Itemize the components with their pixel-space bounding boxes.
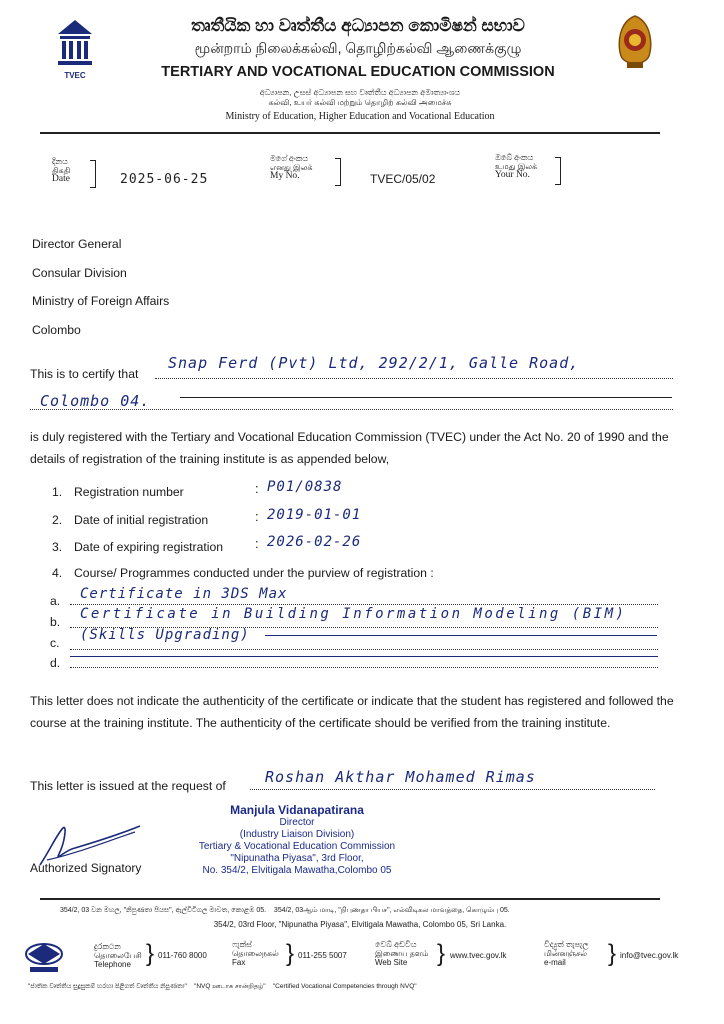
header-divider — [40, 132, 660, 134]
ministry-english: Ministry of Education, Higher Education and Vocational Education — [225, 111, 495, 122]
course-letter: a. — [50, 594, 61, 608]
logo-label: TVEC — [64, 71, 86, 80]
item-label: Course/ Programmes conducted under the purview of registration : — [74, 566, 434, 580]
course-c: (Skills Upgrading) — [80, 627, 250, 643]
date-bracket — [90, 160, 96, 188]
course-b: Certificate in Building Information Modeling (BIM) — [80, 606, 627, 622]
item-label: Registration number — [74, 485, 184, 499]
telephone-value: 011-760 8000 — [158, 951, 207, 960]
course-letter: c. — [50, 636, 60, 650]
disclaimer: This letter does not indicate the authenticity of the certificate or indicate that the student has registered and followed the course at the training institute. The authenticity of the certificate should be verified from the training institute. — [30, 694, 674, 730]
date-value: 2025-06-25 — [120, 172, 209, 187]
course-letter: b. — [50, 615, 61, 629]
website-link[interactable]: www.tvec.gov.lk — [450, 951, 507, 960]
email-link[interactable]: info@tvec.gov.lk — [620, 951, 679, 960]
institute-name-line2: Colombo 04. — [40, 392, 151, 410]
building-icon — [55, 18, 95, 66]
footer-email: විද්‍යුත් තැපැල மின்னஞ்சல் e-mail — [544, 940, 589, 967]
authorized-signatory: Authorized Signatory — [30, 861, 142, 875]
item-number: 2. — [52, 513, 63, 527]
course-a: Certificate in 3DS Max — [80, 586, 288, 602]
your-number-bracket — [555, 157, 561, 185]
institute-name-line1: Snap Ferd (Pvt) Ltd, 292/2/1, Galle Road, — [168, 354, 580, 372]
footer-address-local: 354/2, 03 වන මහල, "නිපුණතා පියස", ඇල්විටිගල මාවත, කොළඹ 05. 354/2, 03ஆம் மாடி, "நிபுணதா பியச", எல்விடிகல மாவத்தை, கொழும்பு 05. — [60, 907, 510, 914]
your-number-label: ඔබේ අංකය உமது இலக் Your No. — [495, 153, 538, 180]
expiring-registration-date: 2026-02-26 — [267, 534, 362, 550]
registration-statement: is duly registered with the Tertiary and Vocational Education Commission (TVEC) under the Act No. 20 of 1990 and the details of registration of the training institute is as appended below, — [30, 430, 669, 466]
my-number-bracket — [335, 158, 341, 186]
recipient-line: Consular Division — [32, 265, 127, 280]
footer-telephone: දුරකථන தொலைபேசி Telephone — [94, 942, 142, 969]
recipient-line: Colombo — [32, 322, 81, 337]
my-number-label: මගේ අංකය எனது இலக் My No. — [270, 154, 313, 181]
item-label: Date of initial registration — [74, 513, 209, 527]
footer-website: වෙබ් අඩවිය இணைய தளம் Web Site — [375, 940, 429, 967]
nvq-logo-icon — [24, 940, 64, 974]
nvq-logo — [24, 940, 64, 979]
my-number-value: TVEC/05/02 — [370, 172, 436, 186]
footer-divider — [40, 898, 660, 900]
ministry-sinhala: අධ්‍යාපන, උසස් අධ්‍යාපන සහ වෘත්තීය අධ්‍යාපන අමාත්‍යාංශය — [259, 88, 461, 97]
requester-name: Roshan Akthar Mohamed Rimas — [265, 768, 536, 786]
title-english: TERTIARY AND VOCATIONAL EDUCATION COMMISSION — [161, 64, 555, 80]
footer-fax: ෆැක්ස් தொலைநகல் Fax — [232, 940, 279, 967]
date-label: දිනය திகதி Date — [52, 157, 71, 184]
national-emblem — [613, 14, 657, 77]
item-number: 4. — [52, 566, 63, 580]
item-number: 3. — [52, 540, 63, 554]
item-number: 1. — [52, 485, 63, 499]
tvec-logo — [55, 18, 95, 78]
course-letter: d. — [50, 656, 61, 670]
ministry-tamil: கல்வி, உயர் கல்வி மற்றும் தொழிற் கல்வி அமைச்சு — [268, 98, 452, 107]
initial-registration-date: 2019-01-01 — [267, 507, 362, 523]
stamp-name: Manjula Vidanapatirana — [230, 803, 364, 817]
official-stamp: Manjula Vidanapatirana Director (Industry Liaison Division) Tertiary & Vocational Education Commission "Nipunatha Piyasa", 3rd Floor, No. 354/2, Elvitigala Mawatha,Colombo 05 — [186, 803, 408, 877]
registration-number: P01/0838 — [267, 479, 343, 495]
recipient-block — [32, 230, 169, 344]
title-sinhala: තෘතීයික හා වෘත්තීය අධ්‍යාපන කොමිෂන් සභාව — [191, 16, 525, 35]
item-label: Date of expiring registration — [74, 540, 224, 554]
fax-value: 011-255 5007 — [298, 951, 347, 960]
recipient-line: Ministry of Foreign Affairs — [32, 294, 170, 308]
title-tamil: மூன்றாம் நிலைக்கல்வி, தொழிற்கல்வி ஆணைக்குழு — [194, 40, 522, 56]
certify-lead: This is to certify that — [30, 367, 139, 381]
recipient-line: Director General — [32, 237, 122, 251]
emblem-icon — [613, 14, 657, 72]
request-lead: This letter is issued at the request of — [30, 779, 226, 793]
footer-address-english: 354/2, 03rd Floor, "Nipunatha Piyasa", Elvitigala Mawatha, Colombo 05, Sri Lanka. — [213, 920, 507, 929]
footer-slogan: "ජාතික වෘත්තීය සුදුසුකම් හරහා පිළිගත් වෘත්තීය නිපුණතා" "NVQ ஊடாக சான்றிதழ்" "Certified Vocational Competencies through NVQ" — [28, 983, 417, 990]
